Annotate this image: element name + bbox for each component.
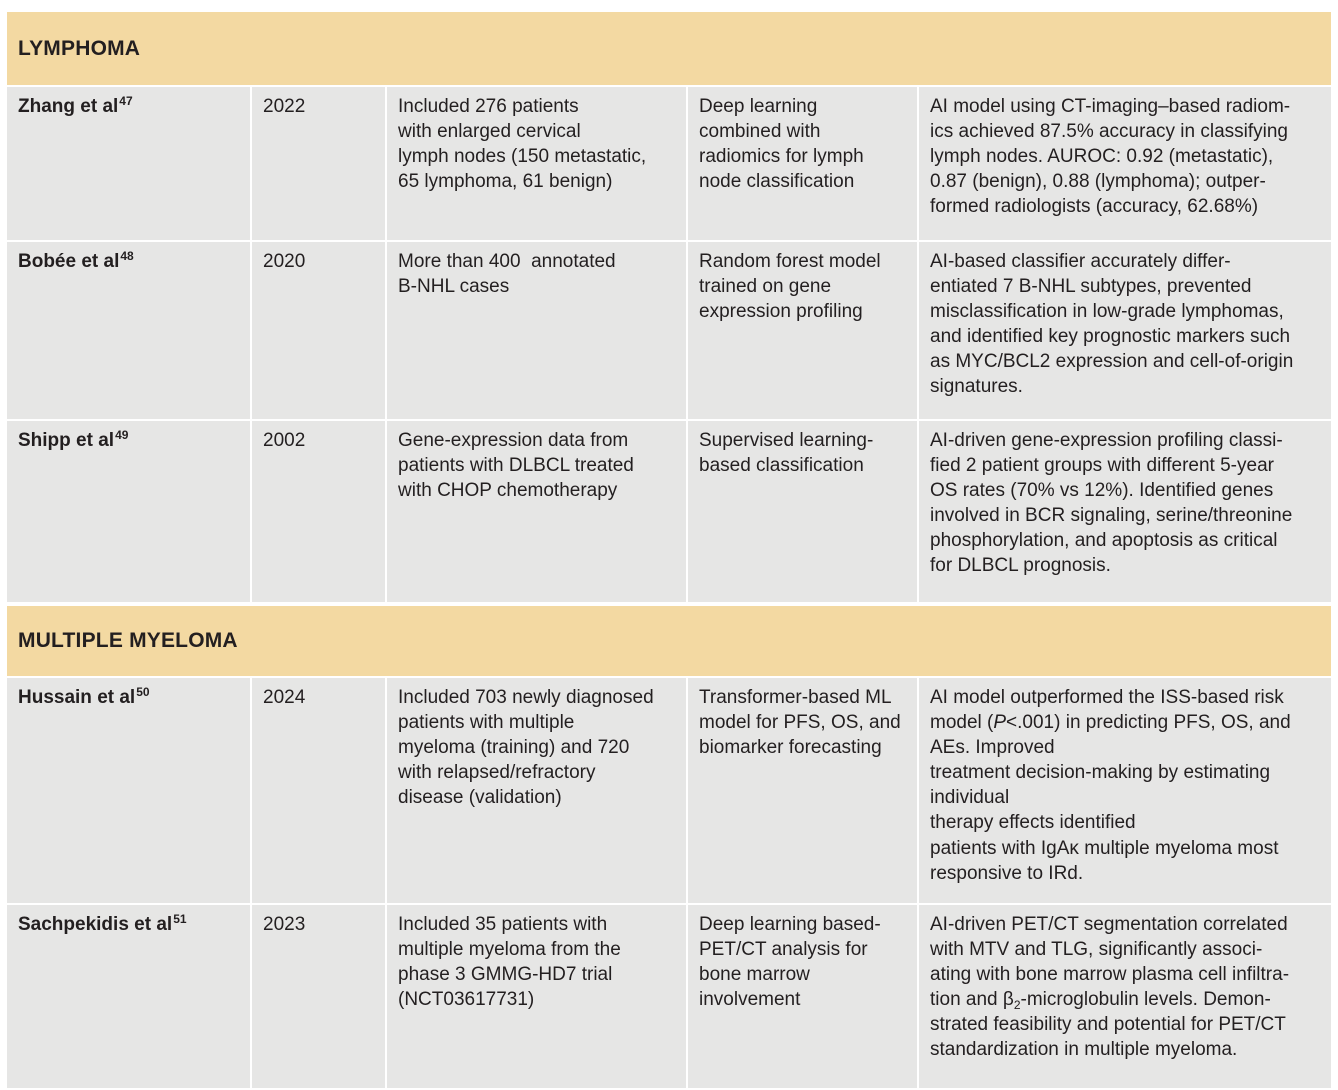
year: 2024 bbox=[263, 687, 306, 708]
text-line: multiple myeloma from the bbox=[398, 939, 621, 961]
text-line: ating with bone marrow plasma cell infiltra- bbox=[930, 964, 1290, 986]
text-fragment: tion and β bbox=[930, 989, 1014, 1011]
text-line: model for PFS, OS, and bbox=[699, 712, 901, 734]
text-line: biomarker forecasting bbox=[699, 737, 882, 759]
method-cell bbox=[688, 421, 919, 602]
text-line: Random forest model bbox=[699, 251, 881, 272]
author-name: Zhang et al bbox=[18, 96, 119, 117]
text-line: Supervised learning- bbox=[699, 430, 874, 451]
author-name: Shipp et al bbox=[18, 430, 115, 451]
text-line: individual bbox=[930, 787, 1010, 809]
text-line: myeloma (training) and 720 bbox=[398, 737, 630, 759]
text-line: AI-driven PET/CT segmentation correlated bbox=[930, 914, 1288, 935]
text-line: Deep learning based- bbox=[699, 914, 881, 935]
author-name: Bobée et al bbox=[18, 251, 120, 272]
text-line: patients with DLBCL treated bbox=[398, 455, 634, 477]
table-row bbox=[7, 87, 1331, 242]
text-line: B-NHL cases bbox=[398, 276, 510, 298]
text-line: AEs. Improved bbox=[930, 737, 1055, 759]
text-line: involved in BCR signaling, serine/threonine bbox=[930, 505, 1293, 527]
text-line: as MYC/BCL2 expression and cell-of-origin bbox=[930, 351, 1294, 373]
year-cell bbox=[252, 905, 387, 1088]
text-line: 65 lymphoma, 61 benign) bbox=[398, 171, 613, 193]
population-cell bbox=[387, 242, 688, 419]
text-line: Included 35 patients with bbox=[398, 914, 608, 935]
section-title: LYMPHOMA bbox=[18, 36, 141, 60]
table-row bbox=[7, 678, 1331, 905]
population-cell bbox=[387, 87, 688, 240]
text-line: responsive to IRd. bbox=[930, 862, 1084, 884]
population-cell bbox=[387, 678, 688, 903]
table-row bbox=[7, 421, 1331, 604]
results-cell bbox=[919, 678, 1331, 903]
text-line: AI-based classifier accurately differ- bbox=[930, 251, 1231, 272]
text-line: formed radiologists (accuracy, 62.68%) bbox=[930, 196, 1259, 218]
population-cell bbox=[387, 905, 688, 1088]
reference-number: 51 bbox=[173, 912, 187, 926]
reference-number: 48 bbox=[120, 249, 134, 263]
text-line: signatures. bbox=[930, 376, 1023, 398]
text-line: lymph nodes. AUROC: 0.92 (metastatic), bbox=[930, 146, 1274, 168]
text-line: involvement bbox=[699, 989, 801, 1011]
text-line: phase 3 GMMG-HD7 trial bbox=[398, 964, 613, 986]
text-line: for DLBCL prognosis. bbox=[930, 555, 1111, 577]
reference-number: 50 bbox=[136, 685, 150, 699]
section-header-multiple-myeloma bbox=[7, 604, 1331, 678]
text-line: AI model outperformed the ISS-based risk bbox=[930, 687, 1284, 708]
results-cell bbox=[919, 87, 1331, 240]
text-fragment: model ( bbox=[930, 712, 994, 734]
author-cell bbox=[7, 87, 252, 240]
evidence-table bbox=[7, 12, 1331, 1090]
author-name: Hussain et al bbox=[18, 687, 136, 708]
text-line: fied 2 patient groups with different 5-year bbox=[930, 455, 1274, 477]
author-name: Sachpekidis et al bbox=[18, 914, 173, 935]
section-header-lymphoma bbox=[7, 12, 1331, 87]
text-line: Gene-expression data from bbox=[398, 430, 629, 451]
text-line bbox=[930, 710, 1321, 735]
text-line: (NCT03617731) bbox=[398, 989, 535, 1011]
text-line: OS rates (70% vs 12%). Identified genes bbox=[930, 480, 1274, 502]
text-line: PET/CT analysis for bbox=[699, 939, 868, 961]
text-line: bone marrow bbox=[699, 964, 810, 986]
text-line: expression profiling bbox=[699, 301, 863, 323]
text-line: based classification bbox=[699, 455, 864, 477]
text-line: disease (validation) bbox=[398, 787, 562, 809]
text-line: lymph nodes (150 metastatic, bbox=[398, 146, 647, 168]
year: 2020 bbox=[263, 251, 306, 272]
text-line: phosphorylation, and apoptosis as critical bbox=[930, 530, 1278, 552]
year-cell bbox=[252, 242, 387, 419]
text-line: AI-driven gene-expression profiling classi- bbox=[930, 430, 1283, 451]
reference-number: 49 bbox=[115, 428, 129, 442]
author-cell bbox=[7, 905, 252, 1088]
year: 2022 bbox=[263, 96, 306, 117]
method-cell bbox=[688, 242, 919, 419]
text-line: treatment decision-making by estimating bbox=[930, 762, 1271, 784]
text-line: strated feasibility and potential for PET/CT bbox=[930, 1014, 1286, 1036]
text-line: Deep learning bbox=[699, 96, 818, 117]
text-line: and identified key prognostic markers such bbox=[930, 326, 1291, 348]
results-cell bbox=[919, 421, 1331, 602]
text-line bbox=[930, 987, 1321, 1012]
subscript: 2 bbox=[1013, 998, 1021, 1013]
year-cell bbox=[252, 421, 387, 602]
text-fragment: -microglobulin levels. Demon- bbox=[1020, 989, 1271, 1011]
year-cell bbox=[252, 87, 387, 240]
text-fragment: <.001) in predicting PFS, OS, and bbox=[1006, 712, 1291, 734]
text-line: combined with bbox=[699, 121, 821, 143]
text-line: patients with IgAκ multiple myeloma most bbox=[930, 837, 1279, 859]
text-line: radiomics for lymph bbox=[699, 146, 864, 168]
results-cell bbox=[919, 242, 1331, 419]
results-cell bbox=[919, 905, 1331, 1088]
table-row bbox=[7, 905, 1331, 1090]
text-line: with CHOP chemotherapy bbox=[398, 480, 618, 502]
population-cell bbox=[387, 421, 688, 602]
text-line: trained on gene bbox=[699, 276, 832, 298]
table-row bbox=[7, 242, 1331, 421]
method-cell bbox=[688, 87, 919, 240]
text-line: 0.87 (benign), 0.88 (lymphoma); outper- bbox=[930, 171, 1266, 193]
method-cell bbox=[688, 905, 919, 1088]
text-line: with enlarged cervical bbox=[398, 121, 581, 143]
text-line: therapy effects identified bbox=[930, 812, 1136, 834]
text-line: ics achieved 87.5% accuracy in classifying bbox=[930, 121, 1289, 143]
author-cell bbox=[7, 421, 252, 602]
text-line: Included 276 patients bbox=[398, 96, 579, 117]
section-title: MULTIPLE MYELOMA bbox=[18, 629, 238, 652]
text-line: standardization in multiple myeloma. bbox=[930, 1039, 1238, 1061]
text-line: More than 400 annotated bbox=[398, 251, 616, 272]
text-line: with relapsed/refractory bbox=[398, 762, 596, 784]
year: 2023 bbox=[263, 914, 306, 935]
text-line: Included 703 newly diagnosed bbox=[398, 687, 654, 708]
text-line: patients with multiple bbox=[398, 712, 575, 734]
text-line: AI model using CT-imaging–based radiom- bbox=[930, 96, 1291, 117]
year: 2002 bbox=[263, 430, 306, 451]
text-line: misclassification in low-grade lymphomas, bbox=[930, 301, 1284, 323]
text-line: entiated 7 B-NHL subtypes, prevented bbox=[930, 276, 1252, 298]
author-cell bbox=[7, 678, 252, 903]
method-cell bbox=[688, 678, 919, 903]
year-cell bbox=[252, 678, 387, 903]
reference-number: 47 bbox=[119, 94, 133, 108]
text-line: node classification bbox=[699, 171, 855, 193]
author-cell bbox=[7, 242, 252, 419]
text-line: with MTV and TLG, significantly associ- bbox=[930, 939, 1263, 961]
text-line: Transformer-based ML bbox=[699, 687, 892, 708]
p-value-symbol: P bbox=[993, 712, 1007, 734]
